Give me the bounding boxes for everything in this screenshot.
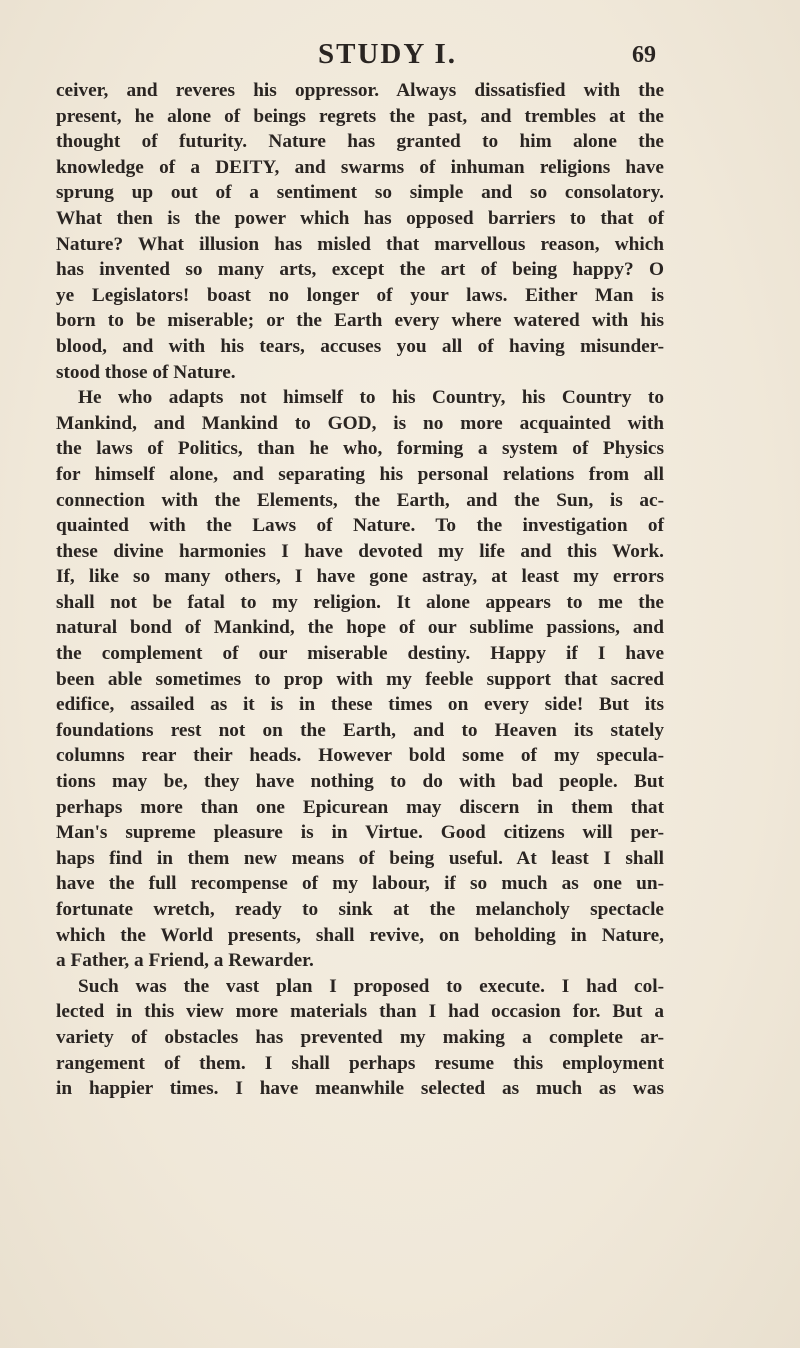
text-line: What then is the power which has opposed barriers to that of (56, 207, 664, 229)
text-line: ceiver, and reveres his oppressor. Always dissatisfied with the (56, 80, 664, 101)
text-line: connection with the Elements, the Earth, and the Sun, is ac- (56, 489, 664, 511)
text-line: edifice, assailed as it is in these times on every side! But its (56, 694, 664, 716)
paragraph-start-line: He who adapts not himself to his Country, his Country to (78, 387, 664, 409)
text-line: sprung up out of a sentiment so simple and so consolatory. (56, 182, 664, 204)
text-line: which the World presents, shall revive, on beholding in Nature, (56, 924, 664, 946)
text-line: the complement of our miserable destiny. Happy if I have (56, 643, 664, 665)
text-line: in happier times. I have meanwhile selected as much as was (56, 1078, 664, 1100)
text-line: present, he alone of beings regrets the past, and trembles at the (56, 105, 664, 127)
text-line: these divine harmonies I have devoted my life and this Work. (56, 540, 664, 562)
text-line: rangement of them. I shall perhaps resume this employment (56, 1052, 664, 1074)
text-line: foundations rest not on the Earth, and to Heaven its stately (56, 719, 664, 741)
text-line: blood, and with his tears, accuses you all of having misunder- (56, 335, 664, 357)
text-line: tions may be, they have nothing to do with bad people. But (56, 771, 664, 793)
text-line: born to be miserable; or the Earth every where watered with his (56, 310, 664, 332)
paragraph-end-line: stood those of Nature. (56, 361, 236, 383)
text-line: thought of futurity. Nature has granted to him alone the (56, 131, 664, 153)
paragraph-end-line: a Father, a Friend, a Rewarder. (56, 950, 314, 972)
text-line: shall not be fatal to my religion. It alone appears to me the (56, 591, 664, 613)
text-line: for himself alone, and separating his personal relations from all (56, 463, 664, 485)
text-line: If, like so many others, I have gone astray, at least my errors (56, 566, 664, 588)
text-line: fortunate wretch, ready to sink at the melancholy spectacle (56, 899, 664, 920)
text-line: natural bond of Mankind, the hope of our sublime passions, and (56, 617, 664, 639)
text-line: Man's supreme pleasure is in Virtue. Good citizens will per- (56, 822, 664, 844)
text-line: ye Legislators! boast no longer of your laws. Either Man is (56, 284, 664, 306)
text-line: been able sometimes to prop with my feeble support that sacred (56, 668, 664, 690)
running-title: STUDY I. (318, 38, 458, 70)
body-text (56, 78, 664, 1102)
text-line: perhaps more than one Epicurean may discern in them that (56, 796, 664, 818)
text-line: lected in this view more materials than I had occasion for. But a (56, 1001, 664, 1023)
text-line: quainted with the Laws of Nature. To the investigation of (56, 515, 664, 537)
paragraph-start-line: Such was the vast plan I proposed to execute. I had col- (78, 975, 664, 997)
running-head (0, 38, 800, 78)
text-line: has invented so many arts, except the art of being happy? O (56, 259, 664, 281)
text-line: knowledge of a DEITY, and swarms of inhuman religions have (56, 156, 664, 178)
text-line: Mankind, and Mankind to GOD, is no more acquainted with (56, 412, 664, 434)
page-number: 69 (632, 42, 656, 68)
text-line: have the full recompense of my labour, if so much as one un- (56, 873, 664, 895)
text-line: columns rear their heads. However bold some of my specula- (56, 745, 664, 767)
text-line: variety of obstacles has prevented my making a complete ar- (56, 1026, 664, 1048)
text-line: haps find in them new means of being useful. At least I shall (56, 847, 664, 869)
text-line: the laws of Politics, than he who, forming a system of Physics (56, 438, 664, 460)
text-line: Nature? What illusion has misled that marvellous reason, which (56, 233, 664, 255)
